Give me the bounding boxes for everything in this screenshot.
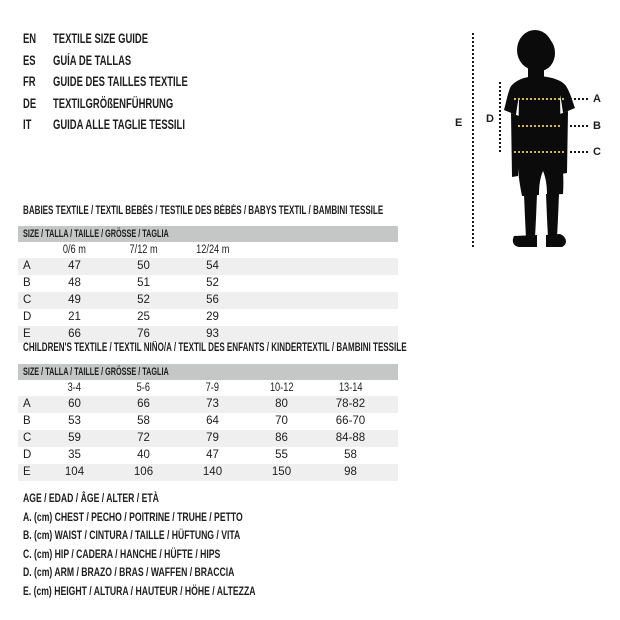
column-header: 7/12 m	[129, 244, 158, 256]
column-header: 10-12	[269, 382, 294, 394]
row-label: D	[23, 449, 32, 461]
row-label: E	[23, 328, 31, 340]
cell-value: 106	[133, 466, 154, 478]
language-row-es	[23, 50, 246, 72]
measure-label-d: D	[486, 113, 494, 125]
cell-value: 54	[206, 260, 219, 272]
row-label: E	[23, 466, 31, 478]
language-list	[23, 28, 246, 136]
cell-value: 66-70	[335, 415, 366, 427]
measure-line-c-hip	[514, 151, 564, 153]
cell-value: 59	[68, 432, 81, 444]
cell-value: 50	[137, 260, 150, 272]
column-header: 7-9	[205, 382, 220, 394]
cell-value: 98	[344, 466, 357, 478]
cell-value: 47	[206, 449, 219, 461]
cell-value: 73	[206, 398, 219, 410]
language-code: IT	[23, 117, 32, 132]
cell-value: 60	[68, 398, 81, 410]
cell-value: 66	[137, 398, 150, 410]
babies-section-title: BABIES TEXTILE / TEXTIL BEBÉS / TESTILE DES BÉBÉS / BABYS TEXTIL / BAMBINI TESSILE	[23, 205, 384, 217]
cell-value: 150	[271, 466, 292, 478]
language-row-de	[23, 93, 246, 115]
measure-label-a: A	[593, 93, 601, 105]
measure-label-e: E	[455, 117, 463, 129]
table-row	[18, 292, 398, 309]
language-title: GUIDA ALLE TAGLIE TESSILI	[53, 117, 185, 132]
cell-value: 70	[275, 415, 288, 427]
measure-line-c-lead	[570, 151, 589, 153]
cell-value: 29	[206, 311, 219, 323]
children-column-header-row	[18, 380, 398, 396]
measure-line-b-lead	[570, 125, 589, 127]
cell-value: 53	[68, 415, 81, 427]
cell-value: 76	[137, 328, 150, 340]
measure-line-a-chest	[514, 98, 566, 100]
language-title: GUIDE DES TAILLES TEXTILE	[53, 74, 188, 89]
cell-value: 80	[275, 398, 288, 410]
cell-value: 21	[68, 311, 81, 323]
language-title: GUÍA DE TALLAS	[53, 52, 132, 68]
language-code: DE	[23, 95, 37, 111]
legend-line-waist: B. (cm) WAIST / CINTURA / TAILLE / HÜFTUNG / VITA	[23, 528, 241, 542]
legend-line-hip: C. (cm) HIP / CADERA / HANCHE / HÜFTE / HIPS	[23, 546, 221, 561]
measure-label-c: C	[593, 146, 601, 158]
table-row	[18, 413, 398, 430]
row-label: A	[23, 260, 31, 272]
children-size-table	[18, 380, 398, 481]
children-size-header-label: SIZE / TALLA / TAILLE / GRÖSSE / TAGLIA	[23, 366, 169, 378]
cell-value: 78-82	[335, 398, 366, 410]
language-code: EN	[23, 31, 37, 46]
cell-value: 48	[68, 277, 81, 289]
cell-value: 52	[206, 277, 219, 289]
cell-value: 104	[64, 466, 85, 478]
babies-size-table	[18, 242, 398, 343]
column-header: 3-4	[67, 382, 82, 394]
column-header: 5-6	[136, 382, 151, 394]
legend-line-chest: A. (cm) CHEST / PECHO / POITRINE / TRUHE / PETTO	[23, 509, 243, 524]
cell-value: 72	[137, 432, 150, 444]
babies-size-header-label: SIZE / TALLA / TAILLE / GRÖSSE / TAGLIA	[23, 228, 169, 240]
cell-value: 86	[275, 432, 288, 444]
column-header: 13-14	[338, 382, 363, 394]
cell-value: 93	[206, 328, 219, 340]
language-title: TEXTILGRÖßENFÜHRUNG	[53, 95, 174, 111]
row-label: C	[23, 294, 32, 306]
table-row	[18, 430, 398, 447]
language-code: ES	[23, 52, 36, 68]
row-label: B	[23, 415, 31, 427]
measure-line-d	[499, 82, 501, 152]
babies-size-header-bar	[18, 226, 398, 242]
cell-value: 49	[68, 294, 81, 306]
language-title: TEXTILE SIZE GUIDE	[53, 31, 149, 46]
measure-line-a-lead	[570, 98, 589, 100]
cell-value: 58	[344, 449, 357, 461]
children-size-header-bar	[18, 364, 398, 380]
cell-value: 66	[68, 328, 81, 340]
language-row-en	[23, 28, 246, 50]
column-header: 0/6 m	[62, 244, 86, 256]
cell-value: 47	[68, 260, 81, 272]
table-row	[18, 258, 398, 275]
row-label: D	[23, 311, 32, 323]
measurement-legend	[23, 489, 346, 600]
cell-value: 140	[202, 466, 223, 478]
column-header: 12/24 m	[195, 244, 230, 256]
row-label: C	[23, 432, 32, 444]
cell-value: 84-88	[335, 432, 366, 444]
cell-value: 79	[206, 432, 219, 444]
babies-column-header-row	[18, 242, 398, 258]
measure-line-b-waist	[518, 125, 562, 127]
cell-value: 58	[137, 415, 150, 427]
table-row	[18, 396, 398, 413]
legend-line-height: E. (cm) HEIGHT / ALTURA / HAUTEUR / HÖHE / ALTEZZA	[23, 583, 256, 598]
cell-value: 55	[275, 449, 288, 461]
legend-line-arm: D. (cm) ARM / BRAZO / BRAS / WAFFEN / BRACCIA	[23, 565, 235, 579]
row-label: A	[23, 398, 31, 410]
cell-value: 52	[137, 294, 150, 306]
cell-value: 25	[137, 311, 150, 323]
table-row	[18, 464, 398, 481]
measure-label-b: B	[593, 120, 601, 132]
language-code: FR	[23, 74, 36, 89]
row-label: B	[23, 277, 31, 289]
cell-value: 35	[68, 449, 81, 461]
table-row	[18, 447, 398, 464]
cell-value: 64	[206, 415, 219, 427]
cell-value: 51	[137, 277, 150, 289]
table-row	[18, 275, 398, 292]
language-row-fr	[23, 71, 246, 93]
cell-value: 56	[206, 294, 219, 306]
legend-line-age: AGE / EDAD / ÂGE / ALTER / ETÀ	[23, 491, 159, 505]
language-row-it	[23, 114, 246, 136]
cell-value: 40	[137, 449, 150, 461]
children-section-title: CHILDREN'S TEXTILE / TEXTIL NIÑO/A / TEXTIL DES ENFANTS / KINDERTEXTIL / BAMBINI TESSILE	[23, 342, 407, 354]
table-row	[18, 309, 398, 326]
